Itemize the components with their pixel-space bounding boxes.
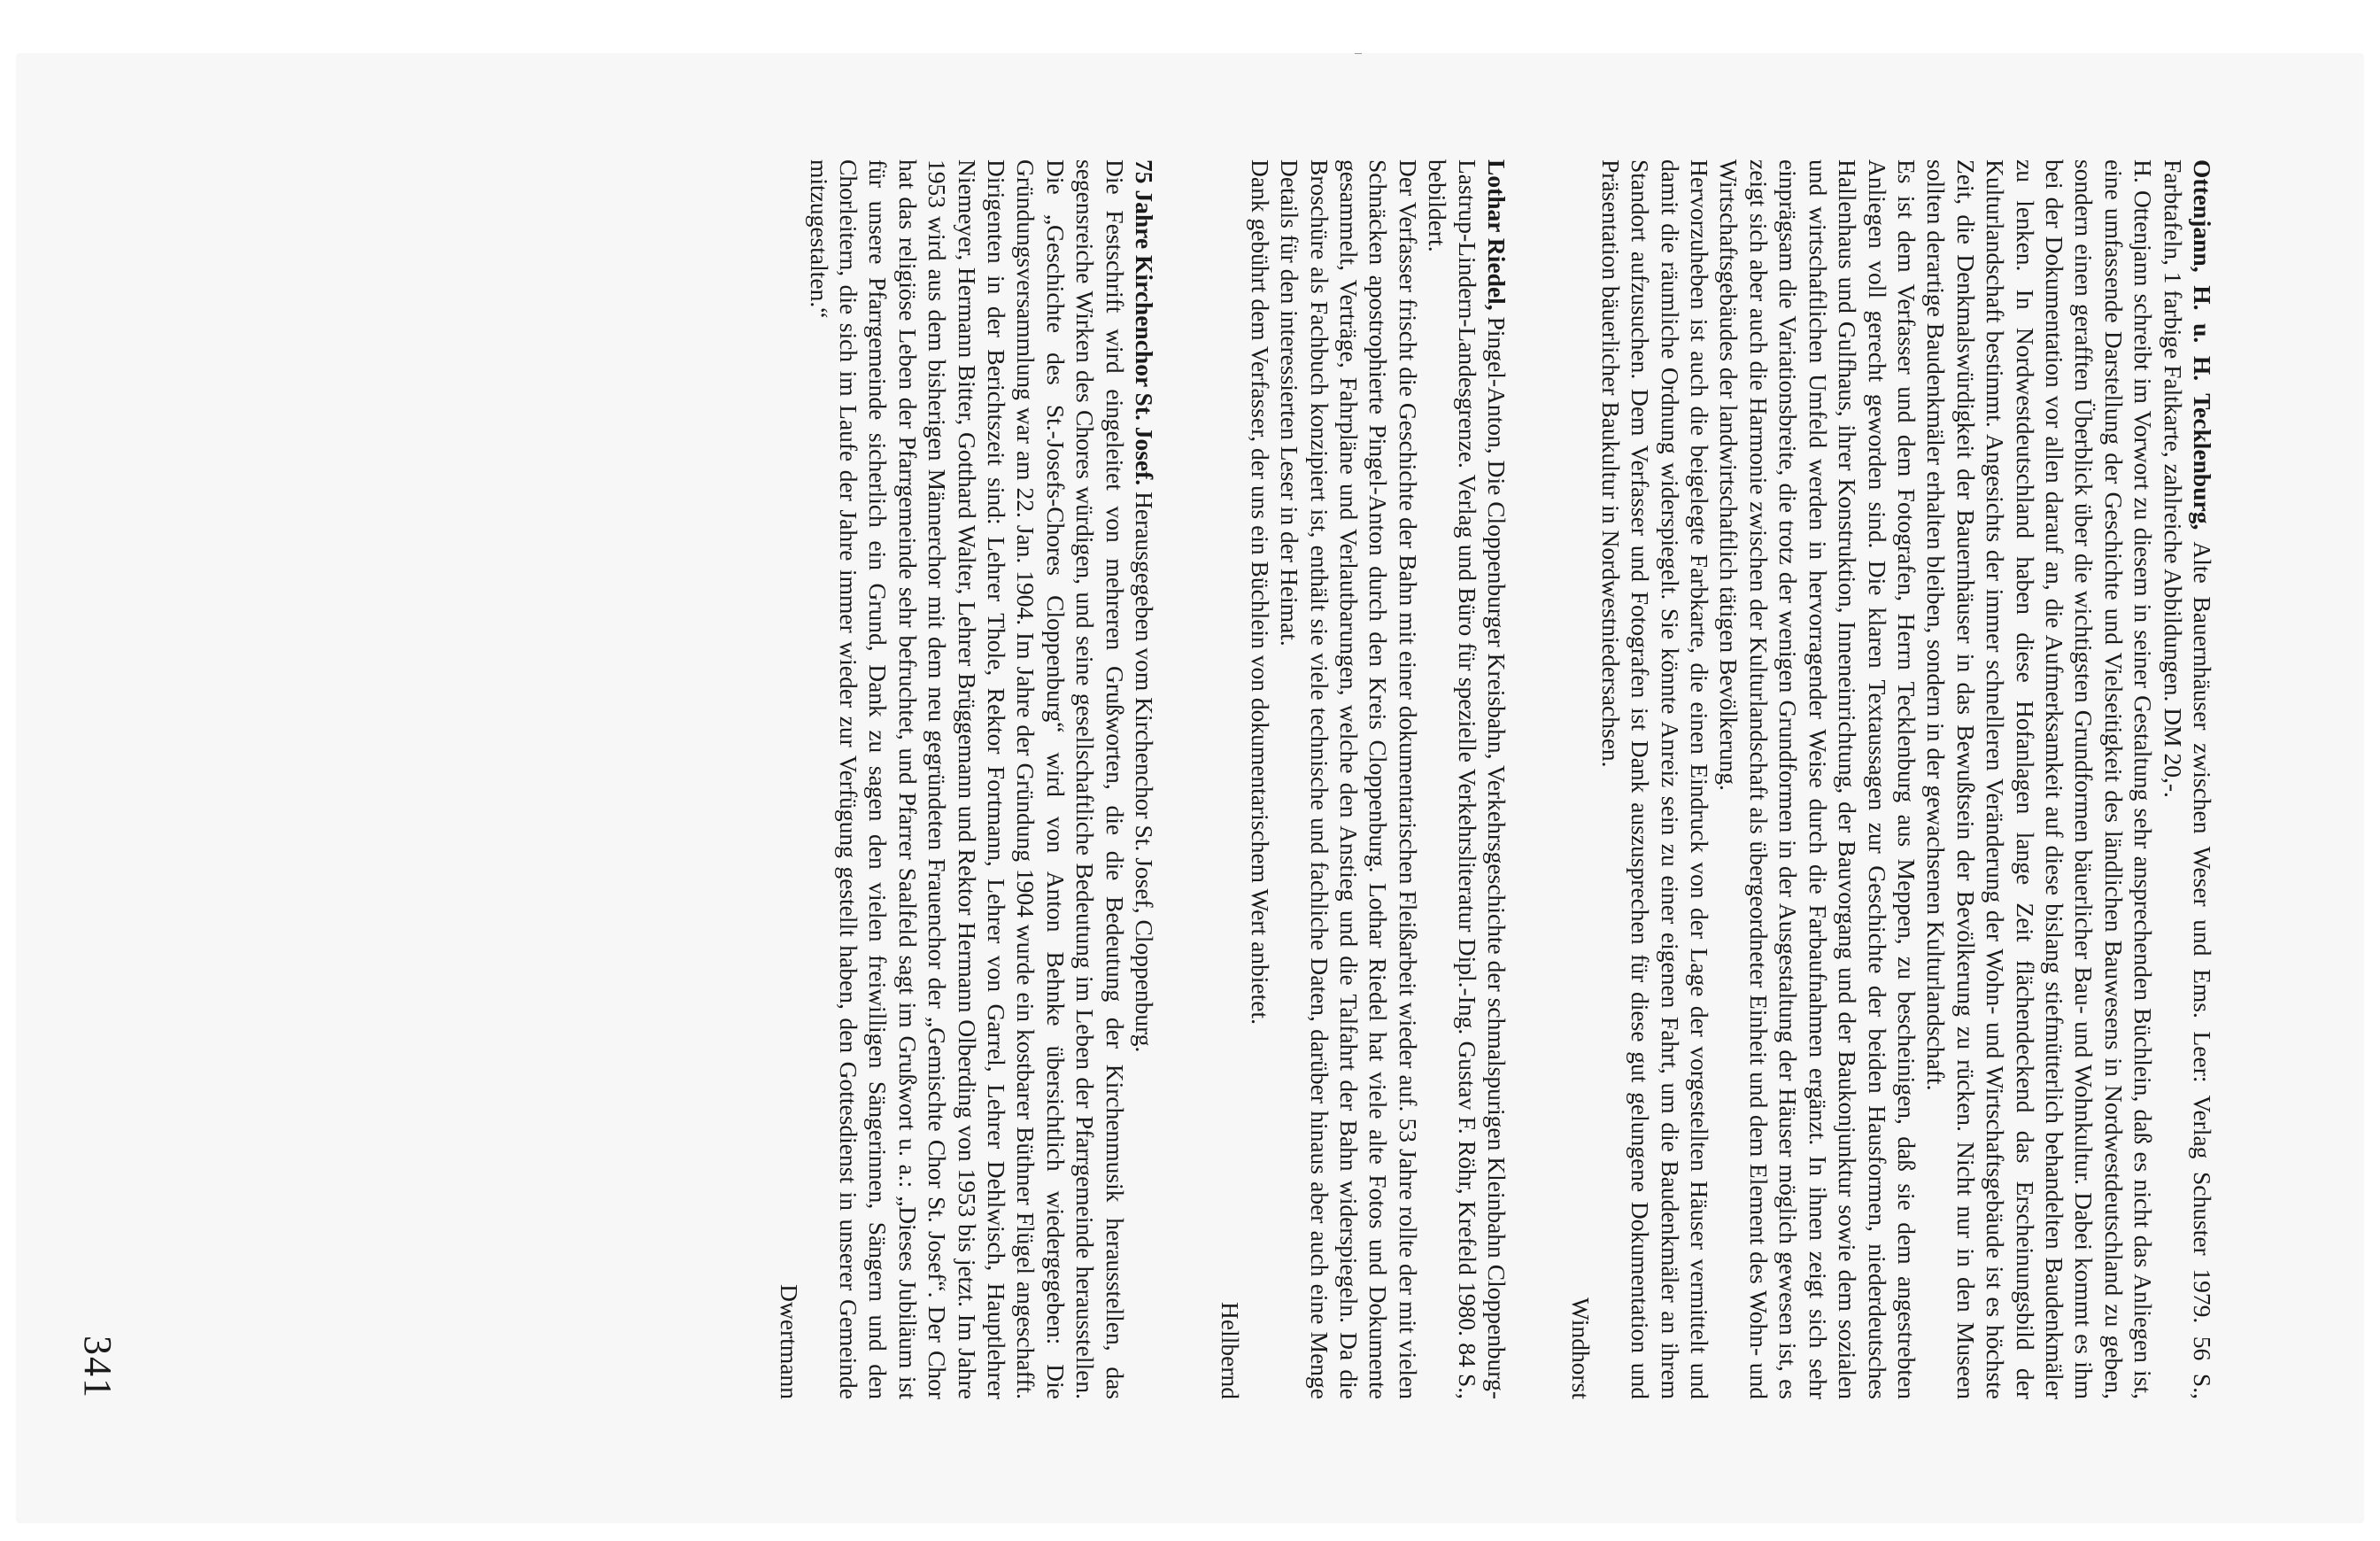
review-signature: Hellbernd	[1217, 1302, 1245, 1399]
review-heading: 75 Jahre Kirchenchor St. Josef.	[1131, 159, 1158, 486]
review-paragraph: Es ist dem Verfasser und dem Fotografen, Herrn Tecklenburg aus Meppen, zu bescheinigen, daß sie dem angestrebten Anliegen voll gerecht geworden sind. Die klaren Textaussagen zur Geschichte der beiden Hausformen, niederdeutsches Hallenhaus und Gulfhaus, ihrer Konstruktion, Inneneinrichtung, der Bauvorgang und der Baukonjunktur sowie dem sozialen und wirtschaftlichen Umfeld werden in hervorragender Weise durch die Farbaufnahmen ergänzt. In ihnen zeigt sich sehr einprägsam die Variationsbreite, die trotz der wenigen Grundformen in der Ausgestaltung der Häuser möglich gewesen ist, es zeigt sich aber auch die Harmonie zwischen der Kulturlandschaft als übergeordneter Einheit und dem Element des Wohn- und Wirtschaftsgebäudes der landwirtschaftlich tätigen Bevölkerung.	[1715, 159, 1920, 1399]
section-spacer	[1159, 159, 1216, 1399]
review-bibliographic-info: Alte Bauernhäuser zwischen Weser und Ems. Leer: Verlag Schuster 1979. 56 S., Farbtafeln, 1 farbige Faltkarte, zahlreiche Abbildungen. DM 20,-.	[2159, 159, 2216, 1399]
rotated-book-page	[57, 18, 2323, 1523]
review-paragraph	[1423, 159, 1511, 1399]
review-paragraph: Hervorzuheben ist auch die beigelegte Farbkarte, die einen Eindruck von der Lage der vorgestellten Häuser vermittelt und damit die räumliche Ordnung widerspiegelt. Sie könnte Anreiz sein zu einer eigenen Fahrt, um die Baudenkmäler an ihrem Standort aufzusuchen. Dem Verfasser und Fotografen ist Dank auszusprechen für diese gut gelungene Dokumentation und Präsentation bäuerlicher Baukultur in Nordwestniedersachsen.	[1596, 159, 1714, 1399]
review-bibliographic-info: Herausgegeben vom Kirchenchor St. Josef, Cloppenburg.	[1131, 485, 1158, 1053]
section-spacer	[1511, 159, 1566, 1399]
review-ottenjann	[1566, 159, 2217, 1399]
review-riedel	[1216, 159, 1511, 1399]
review-bibliographic-info: Pingel-Anton, Die Cloppenburger Kreisbahn, Verkehrsgeschichte der schmalspurigen Kleinbahn Cloppenburg-Lastrup-Lindern-Landesgrenze. Verlag und Büro für spezielle Verkehrsliteratur Dipl.-Ing. Gustav F. Röhr, Krefeld 1980. 84 S., bebildert.	[1424, 159, 1511, 1399]
review-paragraph: Der Verfasser frischt die Geschichte der Bahn mit einer dokumentarischen Fleißarbeit wieder auf. 53 Jahre rollte der mit vielen Schnäcken apostrophierte Pingel-Anton durch den Kreis Cloppenburg. Lothar Riedel hat viele alte Fotos und Dokumente gesammelt, Verträge, Fahrpläne und Verlautbarungen, welche den Anstieg und die Talfahrt der Bahn widerspiegeln. Da die Broschüre als Fachbuch konzipiert ist, enthält sie viele technische und fachliche Daten, darüber hinaus aber auch eine Menge Details für den interessierten Leser in der Heimat.	[1276, 159, 1422, 1399]
review-signature: Dwertmann	[776, 1284, 804, 1399]
review-paragraph: Die Festschrift wird eingeleitet von mehreren Grußworten, die die Bedeutung der Kirchenmusik herausstellen, das segensreiche Wirken des Chores würdigen, und seine gesellschaftliche Bedeutung im Leben der Pfarrgemeinde herausstellen. Die „Geschichte des St.-Josefs-Chores Cloppenburg“ wird von Anton Behnke übersichtlich wiedergegeben: Die Gründungsversammlung war am 22. Jan. 1904. Im Jahre der Gründung 1904 wurde ein kostbarer Büthner Flügel angeschafft. Dirigenten in der Berichtszeit sind: Lehrer Thole, Rektor Fortmann, Lehrer von Garrel, Lehrer Dehlwisch, Hauptlehrer Niemeyer, Hermann Bitter, Gotthard Walter, Lehrer Brüggemann und Rektor Hermann Olberding von 1953 bis jetzt. Im Jahre 1953 wird aus dem bisherigen Männerchor mit dem neu gegründeten Frauenchor der „Gemischte Chor St. Josef“. Der Chor hat das religiöse Leben der Pfarrgemeinde sehr befruchtet, und Pfarrer Saalfeld sagt im Grußwort u. a.: „Dieses Jubiläum ist für unsere Pfarrgemeinde sicherlich ein Grund, Dank zu sagen den vielen freiwilligen Sängerinnen, Sängern und den Chorleitern, die sich im Laufe der Jahre immer wieder zur Verfügung gestellt haben, den Gottesdienst in unserer Gemeinde mitzugestalten.“	[805, 159, 1129, 1399]
review-signature: Windhorst	[1567, 1297, 1596, 1399]
review-paragraph	[1130, 159, 1159, 1399]
review-paragraph	[2158, 159, 2217, 1399]
review-heading: Ottenjann, H. u. H. Tecklenburg,	[2189, 159, 2216, 530]
review-kirchenchor	[775, 159, 1159, 1399]
review-paragraph: H. Ottenjann schreibt im Vorwort zu diesem in seiner Gestaltung sehr ansprechenden Büchlein, daß es nicht das Anliegen ist, eine umfassende Darstellung der Geschichte und Vielseitigkeit des ländlichen Bauwesens in Nordwestdeutschland zu geben, sondern einen gerafften Überblick über die wichtigsten Grundformen bäuerlicher Bau- und Wohnkultur. Dabei kommt es ihm bei der Dokumentation vor allen darauf an, die Aufmerksamkeit auf diese bislang stiefmütterlich behandelten Baudenkmäler zu lenken. In Nordwestdeutschland haben diese Hofanlagen lange Zeit flächendeckend das Erscheinungsbild der Kulturlandschaft bestimmt. Angesichts der immer schnelleren Veränderung der Wohn- und Wirtschaftsgebäude ist es höchste Zeit, die Denkmalswürdigkeit der Bauernhäuser in das Bewußtsein der Bevölkerung zu rücken. Nicht nur in den Museen sollten derartige Baudenkmäler erhalten bleiben, sondern in der gewachsenen Kulturlandschaft.	[1922, 159, 2158, 1399]
page-number: 341	[76, 1336, 120, 1399]
review-heading: Lothar Riedel,	[1483, 159, 1511, 311]
review-paragraph: Dank gebührt dem Verfasser, der uns ein Büchlein von dokumentarischem Wert anbietet.	[1246, 159, 1274, 1025]
